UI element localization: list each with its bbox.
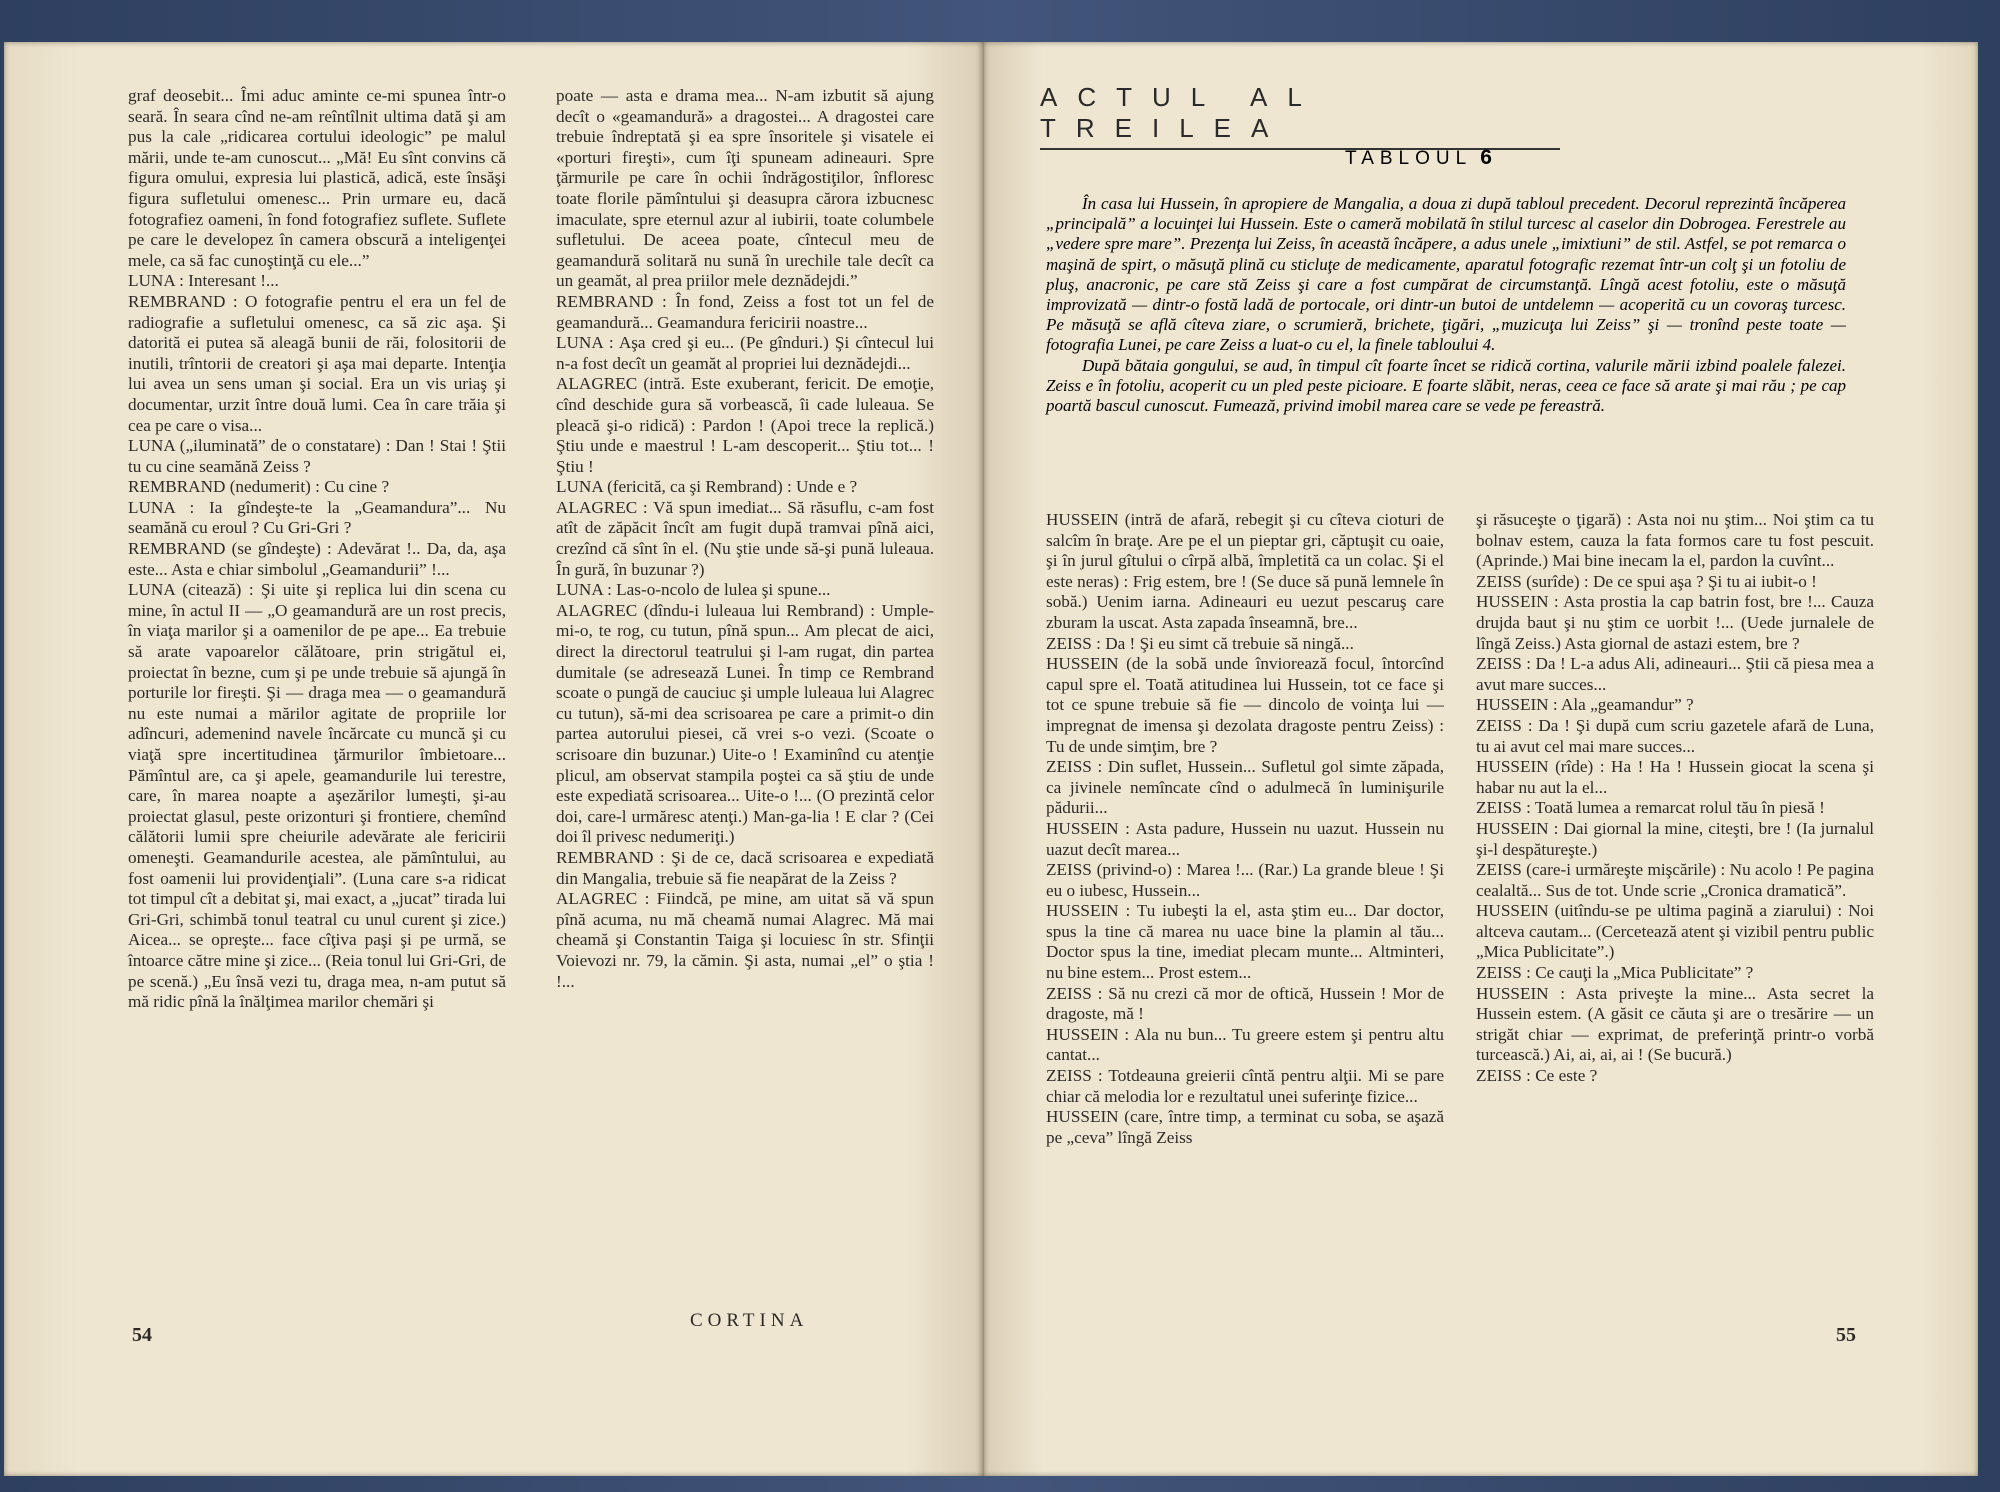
right-column-1 [1046,510,1444,1148]
paragraph: HUSSEIN : Asta priveşte la mine... Asta secret la Hussein estem. (A găsit ce căuta şi are o tresărire — un strigăt chiar — exprimat, de preferinţă printr-o vorbă turcească.) Ai, ai, ai, ai ! (Se bucură.) [1476,983,1874,1065]
paragraph: ALAGREC : Fiindcă, pe mine, am uitat să vă spun pînă acuma, nu mă cheamă numai Alagrec. Mă mai cheamă şi Constantin Taiga şi locuiesc în str. Sfinţii Voievozi nr. 79, la cămin. Şi asta, numai „el” o ştia ! !... [556,889,934,991]
paragraph: HUSSEIN : Ala nu bun... Tu greere estem şi pentru altu cantat... [1046,1024,1444,1065]
paragraph: ZEISS : Ce este ? [1476,1066,1598,1086]
paragraph: ZEISS : Da ! Şi eu simt că trebuie să ningă... [1046,633,1354,653]
paragraph: poate — asta e drama mea... N-am izbutit să ajung decît o «geamandură» a dragostei... A dragostei care trebuie îndreptată şi ea spre însoritele şi visatele ei «porturi fireşti», cum îţi spuneam adineauri. Spre ţărmurile pe care în ochii îndrăgostiţilor, înfloresc toate florile pămîntului şi deasupra cărora izbucnesc imaculate, spre eternul azur al iubirii, toate columbele sufletului. De aceea poate, cîntecul meu de geamandură solitară nu sună în urechile tale decît ca un geamăt, al prea priilor mele deznădejdi.” [556,86,934,291]
paragraph: ZEISS : Da ! L-a adus Ali, adineauri... Ştii că piesa mea a avut mare succes... [1476,654,1874,694]
tableau-title [1345,146,1492,170]
paragraph: REMBRAND (nedumerit) : Cu cine ? [128,477,390,497]
act-title: ACTUL AL TREILEA [1040,82,1560,150]
paragraph: graf deosebit... Îmi aduc aminte ce-mi spunea într-o seară. În seara cînd ne-am reîntîlnit ultima dată şi am pus la cale „ridicarea cortului ideologic” pe malul mării, unde te-am cunoscut... „Mă! Eu sînt convins că figura omului, expresia lui plastică, adică, este însăşi figura sufletului omenesc... Prin urmare eu, dacă fotografiez oameni, în fond fotografiez suflete. Suflete pe care le developez în camera obscură a inteligenţei mele, ca să fac cunoştinţă cu ele...” [128,86,506,270]
paragraph: ZEISS : Din suflet, Hussein... Sufletul gol simte zăpada, ca jivinele nemîncate cînd o adulmecă în luminişurile pădurii... [1046,757,1444,818]
cortina-label: CORTINA [690,1310,809,1331]
paragraph: ALAGREC : Vă spun imediat... Să răsuflu, c-am fost atît de zăpăcit încît am fugit după tramvai pînă aici, crezînd că sînt în el. (Nu ştie unde să-şi pună luleaua. În gură, în buzunar ?) [556,497,934,579]
paragraph: REMBRAND : Şi de ce, dacă scrisoarea e expediată din Mangalia, trebuie să fie neapărat de la Zeiss ? [556,847,934,888]
paragraph: HUSSEIN : Tu iubeşti la el, asta ştim eu... Dar doctor, spus la tine că marea nu uace bine la plamin al tău... Doctor spus la tine, imediat plecam munte... Altminteri, nu bine estem... Prost estem... [1046,901,1444,983]
stage-directions-intro [1046,194,1846,416]
paragraph: HUSSEIN (care, între timp, a terminat cu soba, se aşază pe „ceva” lîngă Zeiss [1046,1107,1444,1147]
left-column-2 [556,86,934,992]
paragraph: ZEISS : Totdeauna greierii cîntă pentru alţii. Mi se pare chiar că melodia lor e rezultatul unei suferinţe fizice... [1046,1066,1444,1106]
paragraph: şi răsuceşte o ţigară) : Asta noi nu ştim... Noi ştim ca tu bolnav estem, cauza la fata formos care tu fost pescuit. (Aprinde.) Mai bine inecam la el, pardon la cuvînt... [1476,510,1874,571]
paragraph: ZEISS (care-i urmăreşte mişcările) : Nu acolo ! Pe pagina cealaltă... Sus de tot. Unde scrie „Cronica dramatică”. [1476,860,1874,900]
paragraph: ZEISS : Da ! Şi după cum scriu gazetele afară de Luna, tu ai avut cel mai mare succes... [1476,715,1874,756]
paragraph: REMBRAND : În fond, Zeiss a fost tot un fel de geamandură... Geamandura fericirii noastre... [556,291,934,332]
paragraph: REMBRAND (se gîndeşte) : Adevărat !.. Da, da, aşa este... Asta e chiar simbolul „Geamandurii” !... [128,539,506,579]
paragraph: ZEISS : Ce cauţi la „Mica Publicitate” ? [1476,963,1754,983]
paragraph: HUSSEIN (intră de afară, rebegit şi cu cîteva cioturi de salcîm în braţe. Are pe el un pieptar gri, căptuşit cu oaie, şi în jurul gîtului o cîrpă albă, împletită ca un colac. Şi el este neras) : Frig estem, bre ! (Se duce să pună lemnele în sobă.) Uenim iarna. Adineauri eu uezut pescaruş care zburam la uscat. Asta zapada înseamnă, bre... [1046,510,1444,632]
paragraph: ZEISS : Să nu crezi că mor de oftică, Hussein ! Mor de dragoste, mă ! [1046,983,1444,1024]
paragraph: LUNA (citează) : Şi uite şi replica lui din scena cu mine, în actul II — „O geamandură are un rost precis, în viaţa marilor şi a oamenilor de pe ape... Ea trebuie să arate vapoarelor călătoare, prin strigătul ei, proiectat în bezne, cum şi pe unde trebuie să ajungă în porturile lor fireşti. Şi — draga mea — o geamandură nu este numai a mărilor agitate de propriile lor adîncuri, ademenind navele încărcate cu muncă şi cu viaţă spre incertitudinea ţărmurilor îmbietoare... Pămîntul are, ca şi apele, geamandurile lui terestre, care, în marea noapte a aşezărilor lumeşti, şi-au proiectat glasul, peste orizonturi şi frontiere, chemînd călătorii lumii spre cheiurile adevărate ale fericirii omeneşti. Geamandurile acestea, ale pămîntului, au fost oamenii lui providenţiali”. (Luna care s-a ridicat tot timpul cît a debitat şi, mai exact, a „jucat” tirada lui Gri-Gri, schimbă tonul teatral cu unul curent şi zice.) Aicea... se opreşte... face cîţiva paşi şi pe urmă, se întoarce către mine şi zice... (Reia tonul lui Gri-Gri, de pe scenă.) „Eu însă vezi tu, draga mea, n-am putut să mă ridic pînă la înălţimea marilor chemări şi [128,580,506,1012]
paragraph: După bătaia gongului, se aud, în timpul cît foarte încet se ridică cortina, valurile mării izbind poalele falezei. Zeiss e în fotoliu, acoperit cu un pled peste picioare. E foarte slăbit, neras, ceea ce face să arate şi mai rău ; pe cap poartă bascul cunoscut. Fumează, privind imobil marea care se vede pe fereastră. [1046,355,1846,416]
paragraph: LUNA („iluminată” de o constatare) : Dan ! Stai ! Ştii tu cu cine seamănă Zeiss ? [128,436,506,476]
paragraph: HUSSEIN (de la sobă unde înviorează focul, întorcînd capul spre el. Toată atitudinea lui Hussein, tot ce face şi tot ce spune trebuie să fie — dincolo de voinţa lui — impregnat de imensa şi dezolata dragoste pentru Zeiss) : Tu de unde simţim, bre ? [1046,654,1444,756]
paragraph: LUNA (fericită, ca şi Rembrand) : Unde e ? [556,477,858,497]
paragraph: HUSSEIN : Asta padure, Hussein nu uazut. Hussein nu uazut decît marea... [1046,818,1444,859]
left-column-1 [128,86,506,1013]
paragraph: REMBRAND : O fotografie pentru el era un fel de radiografie a sufletului omenesc, ca să zic aşa. Şi datorită ei putea să aleagă bunii de răi, folositorii de inutili, trîntorii de creatori şi aşa mai departe. Intenţia lui avea un sens uman şi social. Era un vis uriaş şi documentar, urzit între două lumi. Cea în care trăia şi cea pe care o visa... [128,291,506,435]
paragraph: ZEISS (privind-o) : Marea !... (Rar.) La grande bleue ! Şi eu o iubesc, Hussein... [1046,860,1444,900]
paragraph: LUNA : Las-o-ncolo de lulea şi spune... [556,580,831,600]
paragraph: HUSSEIN (uitîndu-se pe ultima pagină a ziarului) : Noi altceva cautam... (Cercetează atent şi vizibil pentru public „Mica Publicitate”.) [1476,901,1874,962]
paragraph: ZEISS : Toată lumea a remarcat rolul tău în piesă ! [1476,798,1825,818]
paragraph: ALAGREC (dîndu-i luleaua lui Rembrand) : Umple-mi-o, te rog, cu tutun, pînă spun... Am plecat de aici, direct la directorul teatrului şi l-am rugat, din partea dumitale (se adresează Lunei. În timp ce Rembrand scoate o pungă de cauciuc şi umple luleaua lui Alagrec cu tutun), să-mi dea scrisoarea pe care a primit-o din partea autorului piesei, că vrei s-o vezi. (Scoate o scrisoare din buzunar.) Uite-o ! Examinînd cu atenţie plicul, am observat stampila poştei ca să ştiu de unde este expediată scrisoarea... Uite-o !... (O prezintă celor doi, care-l urmăresc atenţi.) Man-ga-lia ! E clar ? (Cei doi îl privesc nedumeriţi.) [556,600,934,847]
paragraph: În casa lui Hussein, în apropiere de Mangalia, a doua zi după tabloul precedent. Decorul reprezintă încăperea „principală” a locuinţei lui Hussein. Este o cameră mobilată în stilul turcesc al caselor din Dobrogea. Ferestrele au „vedere spre mare”. Prezenţa lui Zeiss, în această încăpere, a adus unele „imixtiuni” de stil. Astfel, se pot remarca o maşină de spirt, o măsuţă plină cu sticluţe de medicamente, aparatul fotografic rezemat într-un colţ şi un fotoliu de pluş, anacronic, pe care stă Zeiss şi care a fost cumpărat de circumstanţă. Lîngă acest fotoliu, este o măsuţă improvizată — dintr-o fostă ladă de portocale, ori dintr-un butoi de untdelemn — acoperită cu un covoraş turcesc. Pe măsuţă se află cîteva ziare, o scrumieră, brichete, ţigări, „muzicuţa lui Zeiss” şi — tronînd peste toate — fotografia Lunei, pe care Zeiss a luat-o cu el, la finele tabloului 4. [1046,194,1846,355]
page-number-right: 55 [1836,1324,1856,1346]
paragraph: ALAGREC (intră. Este exuberant, fericit. De emoţie, cînd deschide gura să vorbească, îi cade luleaua. Se pleacă şi-o ridică) : Pardon ! (Apoi trece la replică.) Ştiu unde e maestrul ! L-am descoperit... Ştiu tot... ! Ştiu ! [556,374,934,476]
paragraph: HUSSEIN : Dai giornal la mine, citeşti, bre ! (Ia jurnalul şi-l despătureşte.) [1476,818,1874,859]
paragraph: LUNA : Interesant !... [128,271,279,291]
paragraph: LUNA : Ia gîndeşte-te la „Geamandura”... Nu seamănă cu eroul ? Cu Gri-Gri ? [128,497,506,538]
paragraph: HUSSEIN : Ala „geamandur” ? [1476,695,1694,715]
page-number-left: 54 [132,1324,152,1346]
left-page [4,42,984,1476]
paragraph: HUSSEIN : Asta prostia la cap batrin fost, bre !... Cauza drujda baut şi nu ştim ce uorbit !... (Uede jurnalele de lîngă Zeiss.) Asta giornal de astazi estem, bre ? [1476,592,1874,653]
right-column-2 [1476,510,1874,1087]
tableau-number: 6 [1480,146,1492,169]
tableau-label: TABLOUL [1345,148,1473,169]
paragraph: LUNA : Aşa cred şi eu... (Pe gînduri.) Şi cîntecul lui n-a fost decît un geamăt al propriei lui deznădejdi... [556,333,934,373]
paragraph: ZEISS (surîde) : De ce spui aşa ? Şi tu ai iubit-o ! [1476,571,1817,591]
paragraph: HUSSEIN (rîde) : Ha ! Ha ! Hussein giocat la scena şi habar nu aut la el... [1476,757,1874,797]
